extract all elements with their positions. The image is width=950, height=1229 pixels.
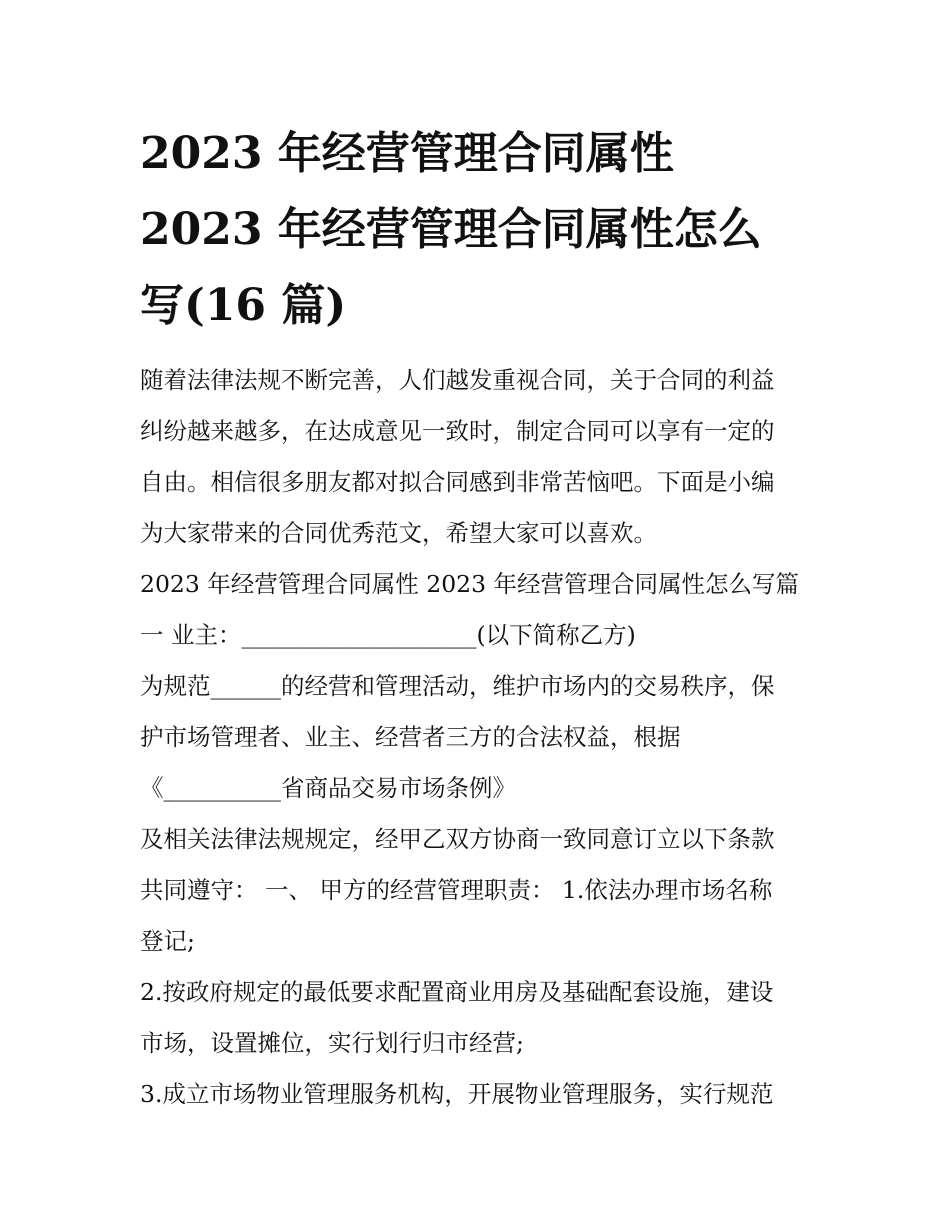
body-line: 市场，设置摊位，实行划行归市经营; xyxy=(140,1029,524,1057)
body-line: 为规范______的经营和管理活动，维护市场内的交易秩序，保 xyxy=(140,672,775,700)
body-line: 登记; xyxy=(140,927,195,955)
document-title xyxy=(140,116,830,344)
body-line: 自由。相信很多朋友都对拟合同感到非常苦恼吧。下面是小编 xyxy=(140,468,775,496)
body-line: 一 业主：____________________(以下简称乙方) xyxy=(140,621,636,649)
body-line: 2.按政府规定的最低要求配置商业用房及基础配套设施，建设 xyxy=(140,978,774,1006)
body-line: 3.成立市场物业管理服务机构，开展物业管理服务，实行规范 xyxy=(140,1080,774,1108)
body-line: 纠纷越来越多，在达成意见一致时，制定合同可以享有一定的 xyxy=(140,417,775,445)
body-line: 《__________省商品交易市场条例》 xyxy=(140,774,516,802)
body-line: 2023 年经营管理合同属性 2023 年经营管理合同属性怎么写篇 xyxy=(140,570,800,598)
body-line: 护市场管理者、业主、经营者三方的合法权益，根据 xyxy=(140,723,681,751)
title-line: 2023 年经营管理合同属性怎么 xyxy=(140,204,762,255)
body-line: 为大家带来的合同优秀范文，希望大家可以喜欢。 xyxy=(140,519,657,547)
body-line: 共同遵守： 一、 甲方的经营管理职责： 1.依法办理市场名称 xyxy=(140,876,773,904)
document-body xyxy=(140,355,830,1120)
title-line: 写(16 篇) xyxy=(140,280,347,331)
title-line: 2023 年经营管理合同属性 xyxy=(140,128,674,179)
body-line: 及相关法律法规规定，经甲乙双方协商一致同意订立以下条款 xyxy=(140,825,775,853)
body-line: 随着法律法规不断完善，人们越发重视合同，关于合同的利益 xyxy=(140,366,775,394)
